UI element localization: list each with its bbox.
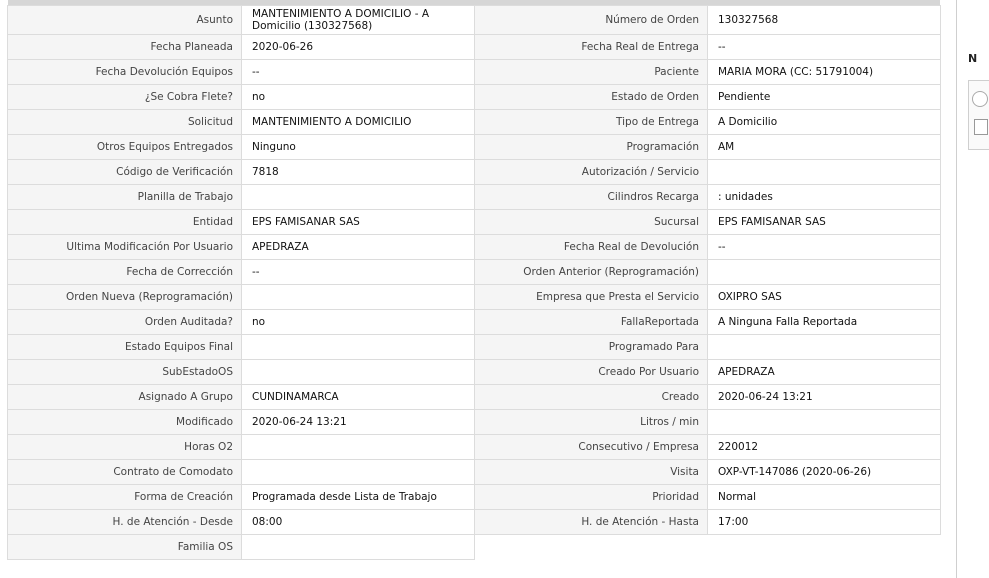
detail-row-asignado-a-grupo [8, 385, 475, 410]
field-value: -- [242, 260, 475, 285]
detail-row-orden-nueva-reprogramacion [8, 285, 475, 310]
field-label: Creado Por Usuario [475, 360, 708, 385]
field-label: SubEstadoOS [8, 360, 242, 385]
field-label: Asignado A Grupo [8, 385, 242, 410]
detail-row-autorizacion-servicio [475, 160, 941, 185]
field-value [242, 285, 475, 310]
detail-row-empresa-que-presta-el-servicio [475, 285, 941, 310]
field-label: Estado de Orden [475, 85, 708, 110]
detail-row-se-cobra-flete [8, 85, 475, 110]
detail-row-prioridad [475, 485, 941, 510]
field-value [708, 260, 941, 285]
field-label: Fecha Devolución Equipos [8, 60, 242, 85]
detail-row-estado-de-orden [475, 85, 941, 110]
field-value: 2020-06-26 [242, 35, 475, 60]
field-value: APEDRAZA [242, 235, 475, 260]
detail-row-orden-anterior-reprogramacion [475, 260, 941, 285]
detail-row-h-de-atencion-hasta [475, 510, 941, 535]
field-value: AM [708, 135, 941, 160]
field-value [242, 535, 475, 560]
detail-row-sucursal [475, 210, 941, 235]
field-label: H. de Atención - Hasta [475, 510, 708, 535]
detail-row-consecutivo-empresa [475, 435, 941, 460]
detail-row-fecha-devolucion-equipos [8, 60, 475, 85]
field-value: : unidades [708, 185, 941, 210]
field-label: Empresa que Presta el Servicio [475, 285, 708, 310]
field-value: 08:00 [242, 510, 475, 535]
field-label: Horas O2 [8, 435, 242, 460]
field-label: Ultima Modificación Por Usuario [8, 235, 242, 260]
field-value [708, 410, 941, 435]
side-checkbox-icon[interactable] [974, 119, 988, 135]
field-label: Tipo de Entrega [475, 110, 708, 135]
field-label: Otros Equipos Entregados [8, 135, 242, 160]
field-label: Estado Equipos Final [8, 335, 242, 360]
field-label: Solicitud [8, 110, 242, 135]
field-value: 130327568 [708, 6, 941, 35]
detail-row-creado [475, 385, 941, 410]
detail-row-subestadoos [8, 360, 475, 385]
detail-row-ultima-modificacion-por-usuario [8, 235, 475, 260]
detail-row-otros-equipos-entregados [8, 135, 475, 160]
field-value: 220012 [708, 435, 941, 460]
field-value [242, 460, 475, 485]
field-label: H. de Atención - Desde [8, 510, 242, 535]
panel-divider [956, 0, 957, 578]
field-value: 2020-06-24 13:21 [242, 410, 475, 435]
field-label: Modificado [8, 410, 242, 435]
field-value: A Ninguna Falla Reportada [708, 310, 941, 335]
detail-row-fecha-de-correccion [8, 260, 475, 285]
detail-row-forma-de-creacion [8, 485, 475, 510]
detail-row-familia-os [8, 535, 475, 560]
field-label: Fecha Real de Devolución [475, 235, 708, 260]
field-label: Código de Verificación [8, 160, 242, 185]
side-radio-icon[interactable] [972, 91, 988, 107]
field-label: Forma de Creación [8, 485, 242, 510]
detail-row-visita [475, 460, 941, 485]
order-details-left-table [7, 5, 475, 560]
field-label: Fecha Real de Entrega [475, 35, 708, 60]
field-value: -- [708, 235, 941, 260]
detail-row-codigo-de-verificacion [8, 160, 475, 185]
field-label: Asunto [8, 6, 242, 35]
field-value [708, 160, 941, 185]
field-value: 17:00 [708, 510, 941, 535]
field-label: Cilindros Recarga [475, 185, 708, 210]
detail-row-entidad [8, 210, 475, 235]
field-label: Autorización / Servicio [475, 160, 708, 185]
detail-row-planilla-de-trabajo [8, 185, 475, 210]
field-value: CUNDINAMARCA [242, 385, 475, 410]
field-value: A Domicilio [708, 110, 941, 135]
field-label: Consecutivo / Empresa [475, 435, 708, 460]
field-value: -- [708, 35, 941, 60]
detail-row-horas-o2 [8, 435, 475, 460]
field-label: Programación [475, 135, 708, 160]
detail-row-solicitud [8, 110, 475, 135]
field-label: ¿Se Cobra Flete? [8, 85, 242, 110]
field-value: OXIPRO SAS [708, 285, 941, 310]
detail-row-creado-por-usuario [475, 360, 941, 385]
field-label: Paciente [475, 60, 708, 85]
detail-row-tipo-de-entrega [475, 110, 941, 135]
detail-row-fecha-planeada [8, 35, 475, 60]
field-value: Normal [708, 485, 941, 510]
field-value: APEDRAZA [708, 360, 941, 385]
detail-row-programacion [475, 135, 941, 160]
detail-row-estado-equipos-final [8, 335, 475, 360]
detail-row-orden-auditada [8, 310, 475, 335]
field-value [242, 185, 475, 210]
detail-row-fecha-real-de-devolucion [475, 235, 941, 260]
field-value: EPS FAMISANAR SAS [242, 210, 475, 235]
detail-row-fallareportada [475, 310, 941, 335]
detail-row-numero-de-orden [475, 6, 941, 35]
order-details-right-table [474, 5, 941, 535]
field-label: Orden Nueva (Reprogramación) [8, 285, 242, 310]
field-value: MANTENIMIENTO A DOMICILIO [242, 110, 475, 135]
field-value [242, 435, 475, 460]
field-label: Orden Auditada? [8, 310, 242, 335]
side-panel-widget [968, 80, 989, 150]
field-label: FallaReportada [475, 310, 708, 335]
detail-row-litros-min [475, 410, 941, 435]
field-value: -- [242, 60, 475, 85]
field-label: Entidad [8, 210, 242, 235]
field-value: Programada desde Lista de Trabajo [242, 485, 475, 510]
field-label: Fecha de Corrección [8, 260, 242, 285]
detail-row-contrato-de-comodato [8, 460, 475, 485]
field-value: MARIA MORA (CC: 51791004) [708, 60, 941, 85]
field-value: 2020-06-24 13:21 [708, 385, 941, 410]
field-value: no [242, 310, 475, 335]
detail-row-modificado [8, 410, 475, 435]
field-label: Contrato de Comodato [8, 460, 242, 485]
field-value: Pendiente [708, 85, 941, 110]
field-label: Sucursal [475, 210, 708, 235]
field-value: OXP-VT-147086 (2020-06-26) [708, 460, 941, 485]
side-panel-heading: N [968, 52, 978, 65]
detail-row-fecha-real-de-entrega [475, 35, 941, 60]
field-label: Creado [475, 385, 708, 410]
field-label: Orden Anterior (Reprogramación) [475, 260, 708, 285]
field-label: Programado Para [475, 335, 708, 360]
field-label: Fecha Planeada [8, 35, 242, 60]
detail-row-h-de-atencion-desde [8, 510, 475, 535]
field-value: no [242, 85, 475, 110]
detail-row-paciente [475, 60, 941, 85]
detail-row-programado-para [475, 335, 941, 360]
field-value: EPS FAMISANAR SAS [708, 210, 941, 235]
field-label: Número de Orden [475, 6, 708, 35]
field-label: Prioridad [475, 485, 708, 510]
field-value: Ninguno [242, 135, 475, 160]
field-label: Visita [475, 460, 708, 485]
field-label: Litros / min [475, 410, 708, 435]
detail-row-asunto [8, 6, 475, 35]
detail-row-cilindros-recarga [475, 185, 941, 210]
field-value [708, 335, 941, 360]
field-value [242, 335, 475, 360]
field-label: Planilla de Trabajo [8, 185, 242, 210]
field-label: Familia OS [8, 535, 242, 560]
field-value [242, 360, 475, 385]
field-value: 7818 [242, 160, 475, 185]
field-value: MANTENIMIENTO A DOMICILIO - A Domicilio (130327568) [242, 6, 475, 35]
